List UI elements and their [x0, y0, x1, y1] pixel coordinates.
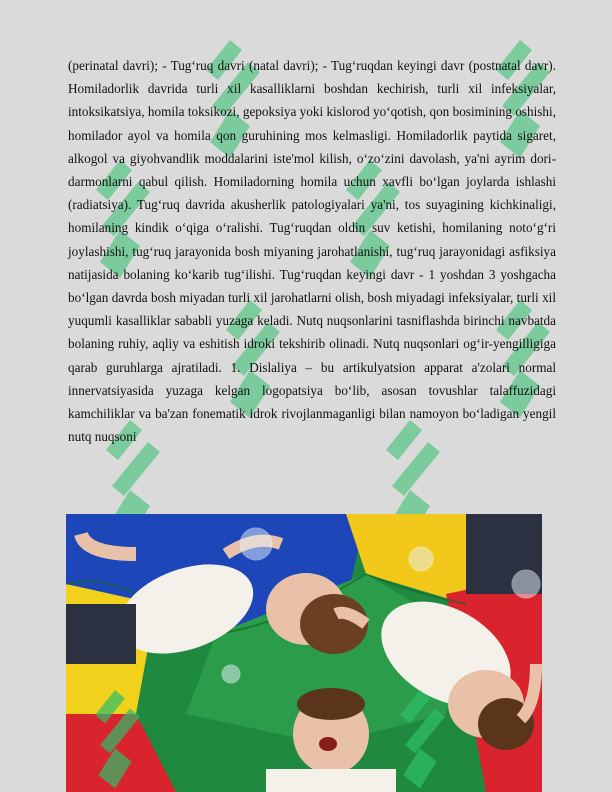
watermark-logo-icon [80, 690, 150, 790]
body-paragraph: (perinatal davri); - Tug‘ruq davri (natal davri); - Tug‘ruqdan keyingi davr (postnatal davr). Homiladorlik davrida turli xil kasalliklarni boshdan kechirish, turli xil infeksiyalar, intoksikatsiya, homila toksikozi, gepoksiya yoki kislorod yo‘qotish, qon bosimining oshishi, homilador ayol va homila qon guruhining mos kelmasligi. Homiladorlik paytida sigaret, alkogol va giyohvandlik moddalarini iste'mol kilish, o‘zo‘zini davolash, ya'ni ayrim dori-darmonlarni qabul qilish. Homiladorning homila uchun xavfli bo‘lgan joylarda ishlashi (radiatsiya). Tug‘ruq davrida akusherlik patologiyalari ya'ni, tos suyagining kichkinaligi, homilaning kindik o‘qiga o‘ralishi. Tug‘ruqdan oldin suv ketishi, homilaning noto‘g‘ri joylashishi, tug‘ruq jarayonida bosh miyaning jarohatlanishi, tug‘ruq jarayonidagi asfiksiya natijasida bolaning ko‘karib tug‘ilishi. Tug‘ruqdan keyingi davr - 1 yoshdan 3 yoshgacha bo‘lgan davrda bosh miyadan turli xil jarohatlarni olish, bosh miyadagi infeksiyalar, turli xil yuqumli kasalliklar sababli yuzaga keladi. Nutq nuqsonlarini tasniflashda birinchi navbatda bolaning ruhiy, aqliy va eshitish idroki tekshirib olinadi. Nutq nuqsonlari og‘ir-yengilligiga qarab guruhlarga ajratiladi. 1. Dislaliya – bu artikulyatsion apparat a'zolari normal innervatsiyasida yuzaga kelgan logopatsiya bo‘lib, asosan tovushlar talaffuzidagi kamchiliklar va ba'zan fonematik idrok rivojlanmaganligi bilan namoyon bo‘ladigan yengil nutq nuqsoni [68, 58, 556, 445]
watermark-logo-icon [385, 690, 455, 790]
